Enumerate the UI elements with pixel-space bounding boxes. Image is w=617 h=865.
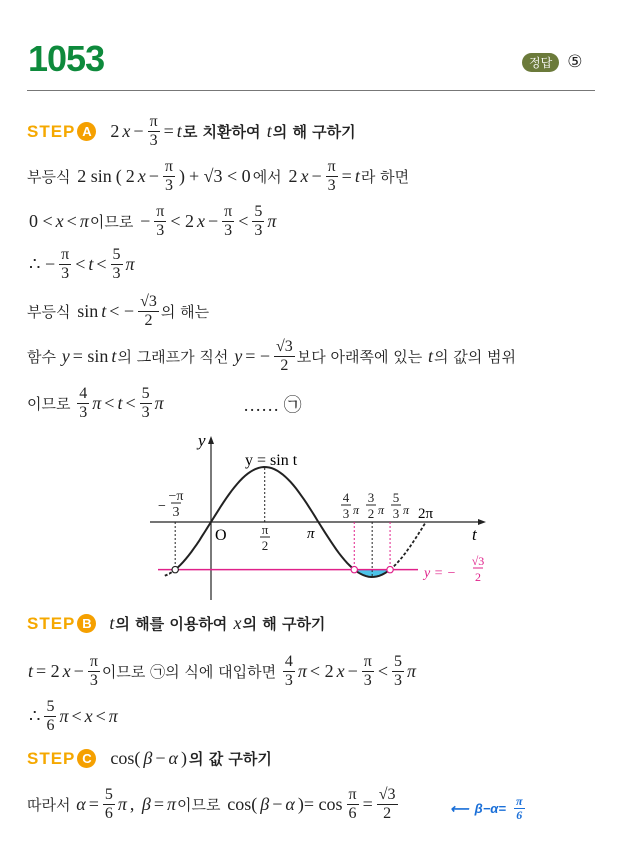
math-variable: t xyxy=(28,661,34,681)
tick-pi-symbol: π xyxy=(403,503,410,517)
solution-line xyxy=(27,698,119,735)
step-text: STEP xyxy=(27,121,76,141)
heading-text: 의 값 구하기 xyxy=(188,750,272,768)
minus-sign: − xyxy=(158,499,166,514)
text: 의 해는 xyxy=(160,303,210,321)
math-text: < xyxy=(104,393,115,413)
math-text: − xyxy=(155,748,166,768)
text: 의 그래프가 직선 xyxy=(117,348,234,366)
math-variable: β xyxy=(260,794,270,814)
step-letter-badge: A xyxy=(77,122,96,141)
origin-label: O xyxy=(215,527,227,544)
math-text: …… ㉠ xyxy=(166,394,302,415)
denominator: 3 xyxy=(327,177,336,194)
fraction xyxy=(148,113,160,150)
math-variable: t xyxy=(428,346,434,366)
math-text: cos( xyxy=(227,794,258,814)
tick-denominator: 2 xyxy=(367,506,375,521)
solution-line xyxy=(27,293,209,330)
arrow-left-icon: ⟵ xyxy=(450,800,469,816)
math-text: = sin xyxy=(72,346,109,366)
answer-value: ⑤ xyxy=(567,52,583,72)
fraction xyxy=(252,203,264,240)
math-variable: t xyxy=(109,613,115,633)
numerator: π xyxy=(89,653,98,670)
math-text: = xyxy=(88,794,99,814)
fraction xyxy=(326,158,338,195)
tick-denominator: 3 xyxy=(172,505,180,520)
denominator: 3 xyxy=(89,672,98,689)
math-text: ( xyxy=(115,166,122,186)
fraction xyxy=(347,786,359,823)
numerator: 5 xyxy=(112,246,121,263)
answer-badge: 정답 xyxy=(522,53,559,72)
math-text: < − xyxy=(109,301,135,321)
denominator: 3 xyxy=(61,265,70,282)
solution-line xyxy=(27,203,277,240)
fraction xyxy=(362,653,374,690)
text: 따라서 xyxy=(27,796,76,814)
solution-line xyxy=(27,385,304,422)
fraction xyxy=(154,203,166,240)
answer-box xyxy=(522,52,582,72)
denominator: 3 xyxy=(363,672,372,689)
fraction xyxy=(377,786,398,823)
math-text: = 2 xyxy=(36,661,60,681)
step-label xyxy=(27,749,96,769)
text: 라 하면 xyxy=(360,168,410,186)
numerator: √3 xyxy=(276,338,293,355)
math-text: < xyxy=(238,211,249,231)
math-text: < xyxy=(71,706,82,726)
fraction xyxy=(222,203,234,240)
math-text: + √3 < 0 xyxy=(189,166,251,186)
fraction xyxy=(163,158,175,195)
math-variable: y xyxy=(234,346,243,366)
fraction xyxy=(103,786,115,823)
denominator: 3 xyxy=(149,132,158,149)
math-text: 2 xyxy=(110,121,120,141)
line-label: y = − xyxy=(424,566,457,581)
numerator: π xyxy=(224,203,233,220)
text: 이므로 xyxy=(177,796,226,814)
math-text: − xyxy=(133,121,144,141)
numerator: 5 xyxy=(393,653,402,670)
step-label xyxy=(27,614,96,634)
solution-line xyxy=(27,338,516,375)
math-text: = xyxy=(163,121,174,141)
math-text: 2 sin xyxy=(77,166,112,186)
text: 이므로 ㉠의 식에 대입하면 xyxy=(101,663,281,681)
tick-2pi: 2π xyxy=(418,506,434,522)
denominator: 3 xyxy=(284,672,293,689)
math-text: < 2 xyxy=(170,211,194,231)
denominator: 3 xyxy=(224,222,233,239)
math-text: 0 < xyxy=(29,211,53,231)
numerator: 5 xyxy=(46,698,55,715)
note-fraction: $\frac{\pi}{6}$ xyxy=(515,794,523,822)
math-text: ) xyxy=(179,166,185,186)
fraction xyxy=(44,698,56,735)
numerator: √3 xyxy=(378,786,396,803)
numerator: π xyxy=(327,158,336,175)
header-divider xyxy=(27,90,595,91)
text: 보다 아래쪽에 있는 xyxy=(296,348,428,366)
denominator: 3 xyxy=(156,222,165,239)
math-text: = xyxy=(341,166,352,186)
heading-text: 로 치환하여 xyxy=(182,123,266,141)
fraction xyxy=(392,653,404,690)
math-text: − xyxy=(311,166,322,186)
numerator: π xyxy=(363,653,372,670)
text: 부등식 xyxy=(27,168,76,186)
math-variable: x xyxy=(55,211,64,231)
tick-numerator: π xyxy=(261,522,269,537)
open-point xyxy=(387,566,393,572)
math-variable: π xyxy=(406,661,416,681)
numerator: 5 xyxy=(254,203,263,220)
fraction xyxy=(77,385,89,422)
problem-number: 1053 xyxy=(28,38,105,79)
solution-line xyxy=(27,786,400,823)
math-text: < xyxy=(75,254,86,274)
text: 함수 xyxy=(27,348,61,366)
math-variable: π xyxy=(59,706,69,726)
math-text: = xyxy=(362,794,373,814)
math-variable: x xyxy=(300,166,309,186)
curve-dashed-right xyxy=(390,522,426,570)
y-axis-arrow-icon xyxy=(208,436,214,444)
tick-denominator: 3 xyxy=(392,506,400,521)
math-text: sin xyxy=(77,301,99,321)
numerator: 5 xyxy=(104,786,113,803)
math-text: ) xyxy=(180,748,187,768)
denominator: 3 xyxy=(393,672,402,689)
tick-pi-symbol: π xyxy=(353,503,360,517)
math-text: − xyxy=(207,211,219,231)
math-variable: x xyxy=(137,166,146,186)
math-variable: t xyxy=(117,393,123,413)
denominator: 3 xyxy=(79,404,88,421)
math-variable: β xyxy=(143,748,153,768)
fraction xyxy=(88,653,100,690)
numerator: 4 xyxy=(79,385,88,402)
heading-text: 의 해 구하기 xyxy=(242,615,326,633)
text: 이므로 xyxy=(89,213,139,231)
solution-line xyxy=(27,653,417,690)
math-text: − xyxy=(73,661,84,681)
heading-text: 의 해를 이용하여 xyxy=(115,615,233,633)
tick-denominator: 2 xyxy=(475,570,481,584)
text: 의 값의 범위 xyxy=(434,348,517,366)
math-text: < xyxy=(125,393,136,413)
math-text: ∴ − xyxy=(29,254,56,274)
math-text: < xyxy=(377,661,388,681)
numerator: π xyxy=(164,158,173,175)
math-variable: π xyxy=(125,254,135,274)
math-variable: β xyxy=(141,794,151,814)
math-variable: π xyxy=(297,661,307,681)
math-variable: x xyxy=(62,661,71,681)
math-text: < xyxy=(96,254,107,274)
tick-denominator: 3 xyxy=(342,506,350,521)
math-variable: t xyxy=(101,301,107,321)
numerator: π xyxy=(61,246,70,263)
numerator: 4 xyxy=(284,653,293,670)
open-point xyxy=(172,566,178,572)
side-note xyxy=(450,795,527,822)
math-variable: x xyxy=(233,613,242,633)
t-axis-arrow-icon xyxy=(478,519,486,525)
fraction xyxy=(59,246,71,283)
t-axis-label: t xyxy=(472,525,477,544)
y-axis-label: y xyxy=(198,431,206,450)
tick-numerator: 4 xyxy=(342,490,350,505)
math-text: − xyxy=(272,794,283,814)
math-variable: α xyxy=(76,794,86,814)
denominator: 2 xyxy=(144,312,153,329)
text: 이므로 xyxy=(27,395,76,413)
fraction xyxy=(140,385,152,422)
denominator: 3 xyxy=(164,177,173,194)
math-variable: x xyxy=(196,211,205,231)
math-text: − xyxy=(347,661,358,681)
math-variable: α xyxy=(285,794,295,814)
numerator: π xyxy=(348,786,357,803)
step-text: STEP xyxy=(27,613,76,633)
open-point xyxy=(351,566,357,572)
math-variable: t xyxy=(176,121,182,141)
math-text: , xyxy=(129,794,139,814)
denominator: 6 xyxy=(348,805,357,822)
math-variable: π xyxy=(92,393,102,413)
math-text: 2 xyxy=(288,166,298,186)
denominator: 3 xyxy=(112,265,121,282)
numerator: π xyxy=(149,113,158,130)
math-variable: t xyxy=(111,346,117,366)
tick-numerator: 5 xyxy=(392,490,400,505)
step-text: STEP xyxy=(27,748,76,768)
denominator: 2 xyxy=(280,357,289,374)
math-text: 2 xyxy=(125,166,135,186)
denominator: 2 xyxy=(383,805,392,822)
math-variable: π xyxy=(117,794,127,814)
math-variable: π xyxy=(108,706,118,726)
curve-label: y = sin t xyxy=(245,452,298,469)
step-label xyxy=(27,122,96,142)
math-text: cos( xyxy=(110,748,141,768)
text: 부등식 xyxy=(27,303,76,321)
denominator: 3 xyxy=(254,222,263,239)
math-variable: π xyxy=(79,211,89,231)
tick-denominator: 2 xyxy=(261,538,269,553)
note-text: β−α= xyxy=(474,801,506,816)
math-text: = xyxy=(153,794,165,814)
text: 에서 xyxy=(252,168,287,186)
math-text: )= cos xyxy=(297,794,343,814)
tick-numerator: −π xyxy=(168,489,184,504)
tick-pi-symbol: π xyxy=(378,503,385,517)
denominator: 6 xyxy=(104,805,113,822)
math-text: < xyxy=(66,211,77,231)
solution-line xyxy=(27,246,136,283)
math-variable: π xyxy=(167,794,177,814)
solution-line xyxy=(27,748,272,769)
solution-line xyxy=(27,113,356,150)
math-variable: x xyxy=(122,121,131,141)
denominator: 3 xyxy=(141,404,150,421)
math-variable: π xyxy=(267,211,277,231)
numerator: π xyxy=(156,203,165,220)
math-text: < 2 xyxy=(309,661,334,681)
solution-line xyxy=(27,158,409,195)
numerator: √3 xyxy=(140,293,157,310)
math-variable: x xyxy=(84,706,93,726)
math-text: < xyxy=(95,706,106,726)
math-text: ∴ xyxy=(29,706,41,726)
fraction xyxy=(138,293,159,330)
numerator: 5 xyxy=(141,385,150,402)
fraction xyxy=(283,653,295,690)
fraction xyxy=(274,338,295,375)
tick-pi: π xyxy=(307,526,315,542)
math-variable: y xyxy=(61,346,70,366)
tick-numerator: 3 xyxy=(367,490,375,505)
math-variable: π xyxy=(154,393,164,413)
solution-line xyxy=(27,613,325,634)
heading-text: 의 해 구하기 xyxy=(272,123,356,141)
tick-numerator: √3 xyxy=(471,554,485,568)
sine-graph xyxy=(140,420,500,605)
fraction xyxy=(111,246,123,283)
math-variable: t xyxy=(354,166,360,186)
step-letter-badge: C xyxy=(77,749,96,768)
math-text: − xyxy=(140,211,151,231)
math-variable: α xyxy=(168,748,178,768)
math-text: − xyxy=(148,166,159,186)
step-letter-badge: B xyxy=(77,614,96,633)
denominator: 6 xyxy=(46,717,55,734)
math-text: = − xyxy=(245,346,270,366)
math-variable: t xyxy=(266,121,272,141)
math-variable: x xyxy=(336,661,345,681)
math-variable: t xyxy=(88,254,94,274)
